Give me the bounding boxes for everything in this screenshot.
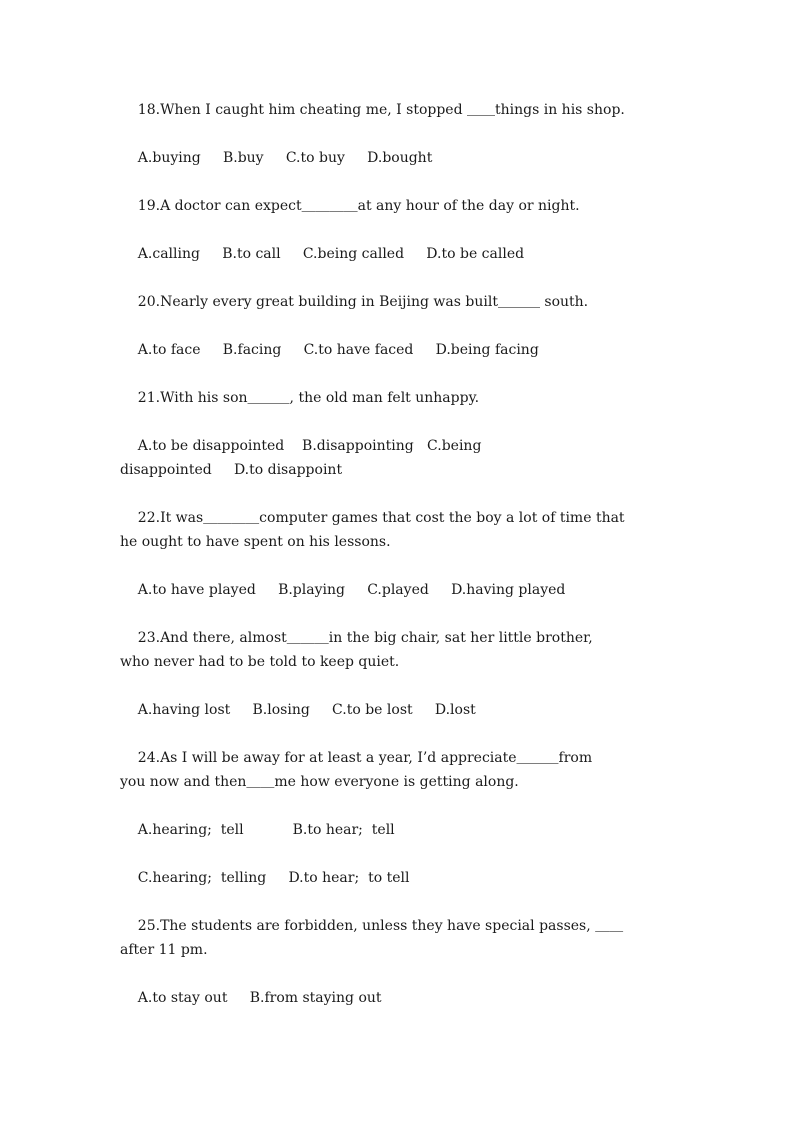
question-20-stem bbox=[120, 290, 680, 314]
question-18-options bbox=[120, 146, 680, 170]
options-text-line: A.to face B.facing C.to have faced D.being facing bbox=[120, 342, 539, 358]
question-21-stem bbox=[120, 386, 680, 410]
options-text-line: A.having lost B.losing C.to be lost D.lost bbox=[120, 702, 476, 718]
question-text-line: 19.A doctor can expect＿＿＿＿at any hour of the day or night. bbox=[120, 198, 580, 214]
question-text-line: 22.It was＿＿＿＿computer games that cost the boy a lot of time that bbox=[120, 510, 625, 526]
question-text-line: 23.And there, almost＿＿＿in the big chair, sat her little brother, bbox=[120, 630, 593, 646]
question-24-stem bbox=[120, 746, 680, 794]
question-24-options-row-2 bbox=[120, 866, 680, 890]
options-text-line: A.calling B.to call C.being called D.to be called bbox=[120, 246, 525, 262]
options-text-line: C.hearing; telling D.to hear; to tell bbox=[120, 870, 410, 886]
question-text-line: 18.When I caught him cheating me, I stopped ＿＿things in his shop. bbox=[120, 102, 625, 118]
question-23-options bbox=[120, 698, 680, 722]
question-22-stem bbox=[120, 506, 680, 554]
question-text-line: 24.As I will be away for at least a year, I’d appreciate＿＿＿from bbox=[120, 750, 593, 766]
options-text-line: disappointed D.to disappoint bbox=[120, 462, 343, 478]
question-text-line: he ought to have spent on his lessons. bbox=[120, 534, 391, 550]
question-text-line: 21.With his son＿＿＿, the old man felt unhappy. bbox=[120, 390, 480, 406]
question-text-line: who never had to be told to keep quiet. bbox=[120, 654, 400, 670]
options-text-line: A.to stay out B.from staying out bbox=[120, 990, 382, 1006]
question-text-line: after 11 pm. bbox=[120, 942, 208, 958]
options-text-line: A.to be disappointed B.disappointing C.being bbox=[120, 438, 482, 454]
question-19-stem bbox=[120, 194, 680, 218]
question-20-options bbox=[120, 338, 680, 362]
options-text-line: A.hearing; tell B.to hear; tell bbox=[120, 822, 395, 838]
options-text-line: A.buying B.buy C.to buy D.bought bbox=[120, 150, 433, 166]
question-23-stem bbox=[120, 626, 680, 674]
question-text-line: 25.The students are forbidden, unless they have special passes, ＿＿ bbox=[120, 918, 624, 934]
question-18-stem bbox=[120, 98, 680, 122]
question-21-options bbox=[120, 434, 680, 482]
question-text-line: you now and then＿＿me how everyone is getting along. bbox=[120, 774, 519, 790]
question-25-options bbox=[120, 986, 680, 1010]
question-25-stem bbox=[120, 914, 680, 962]
question-19-options bbox=[120, 242, 680, 266]
question-22-options bbox=[120, 578, 680, 602]
options-text-line: A.to have played B.playing C.played D.having played bbox=[120, 582, 566, 598]
question-24-options-row-1 bbox=[120, 818, 680, 842]
question-text-line: 20.Nearly every great building in Beijing was built＿＿＿ south. bbox=[120, 294, 589, 310]
